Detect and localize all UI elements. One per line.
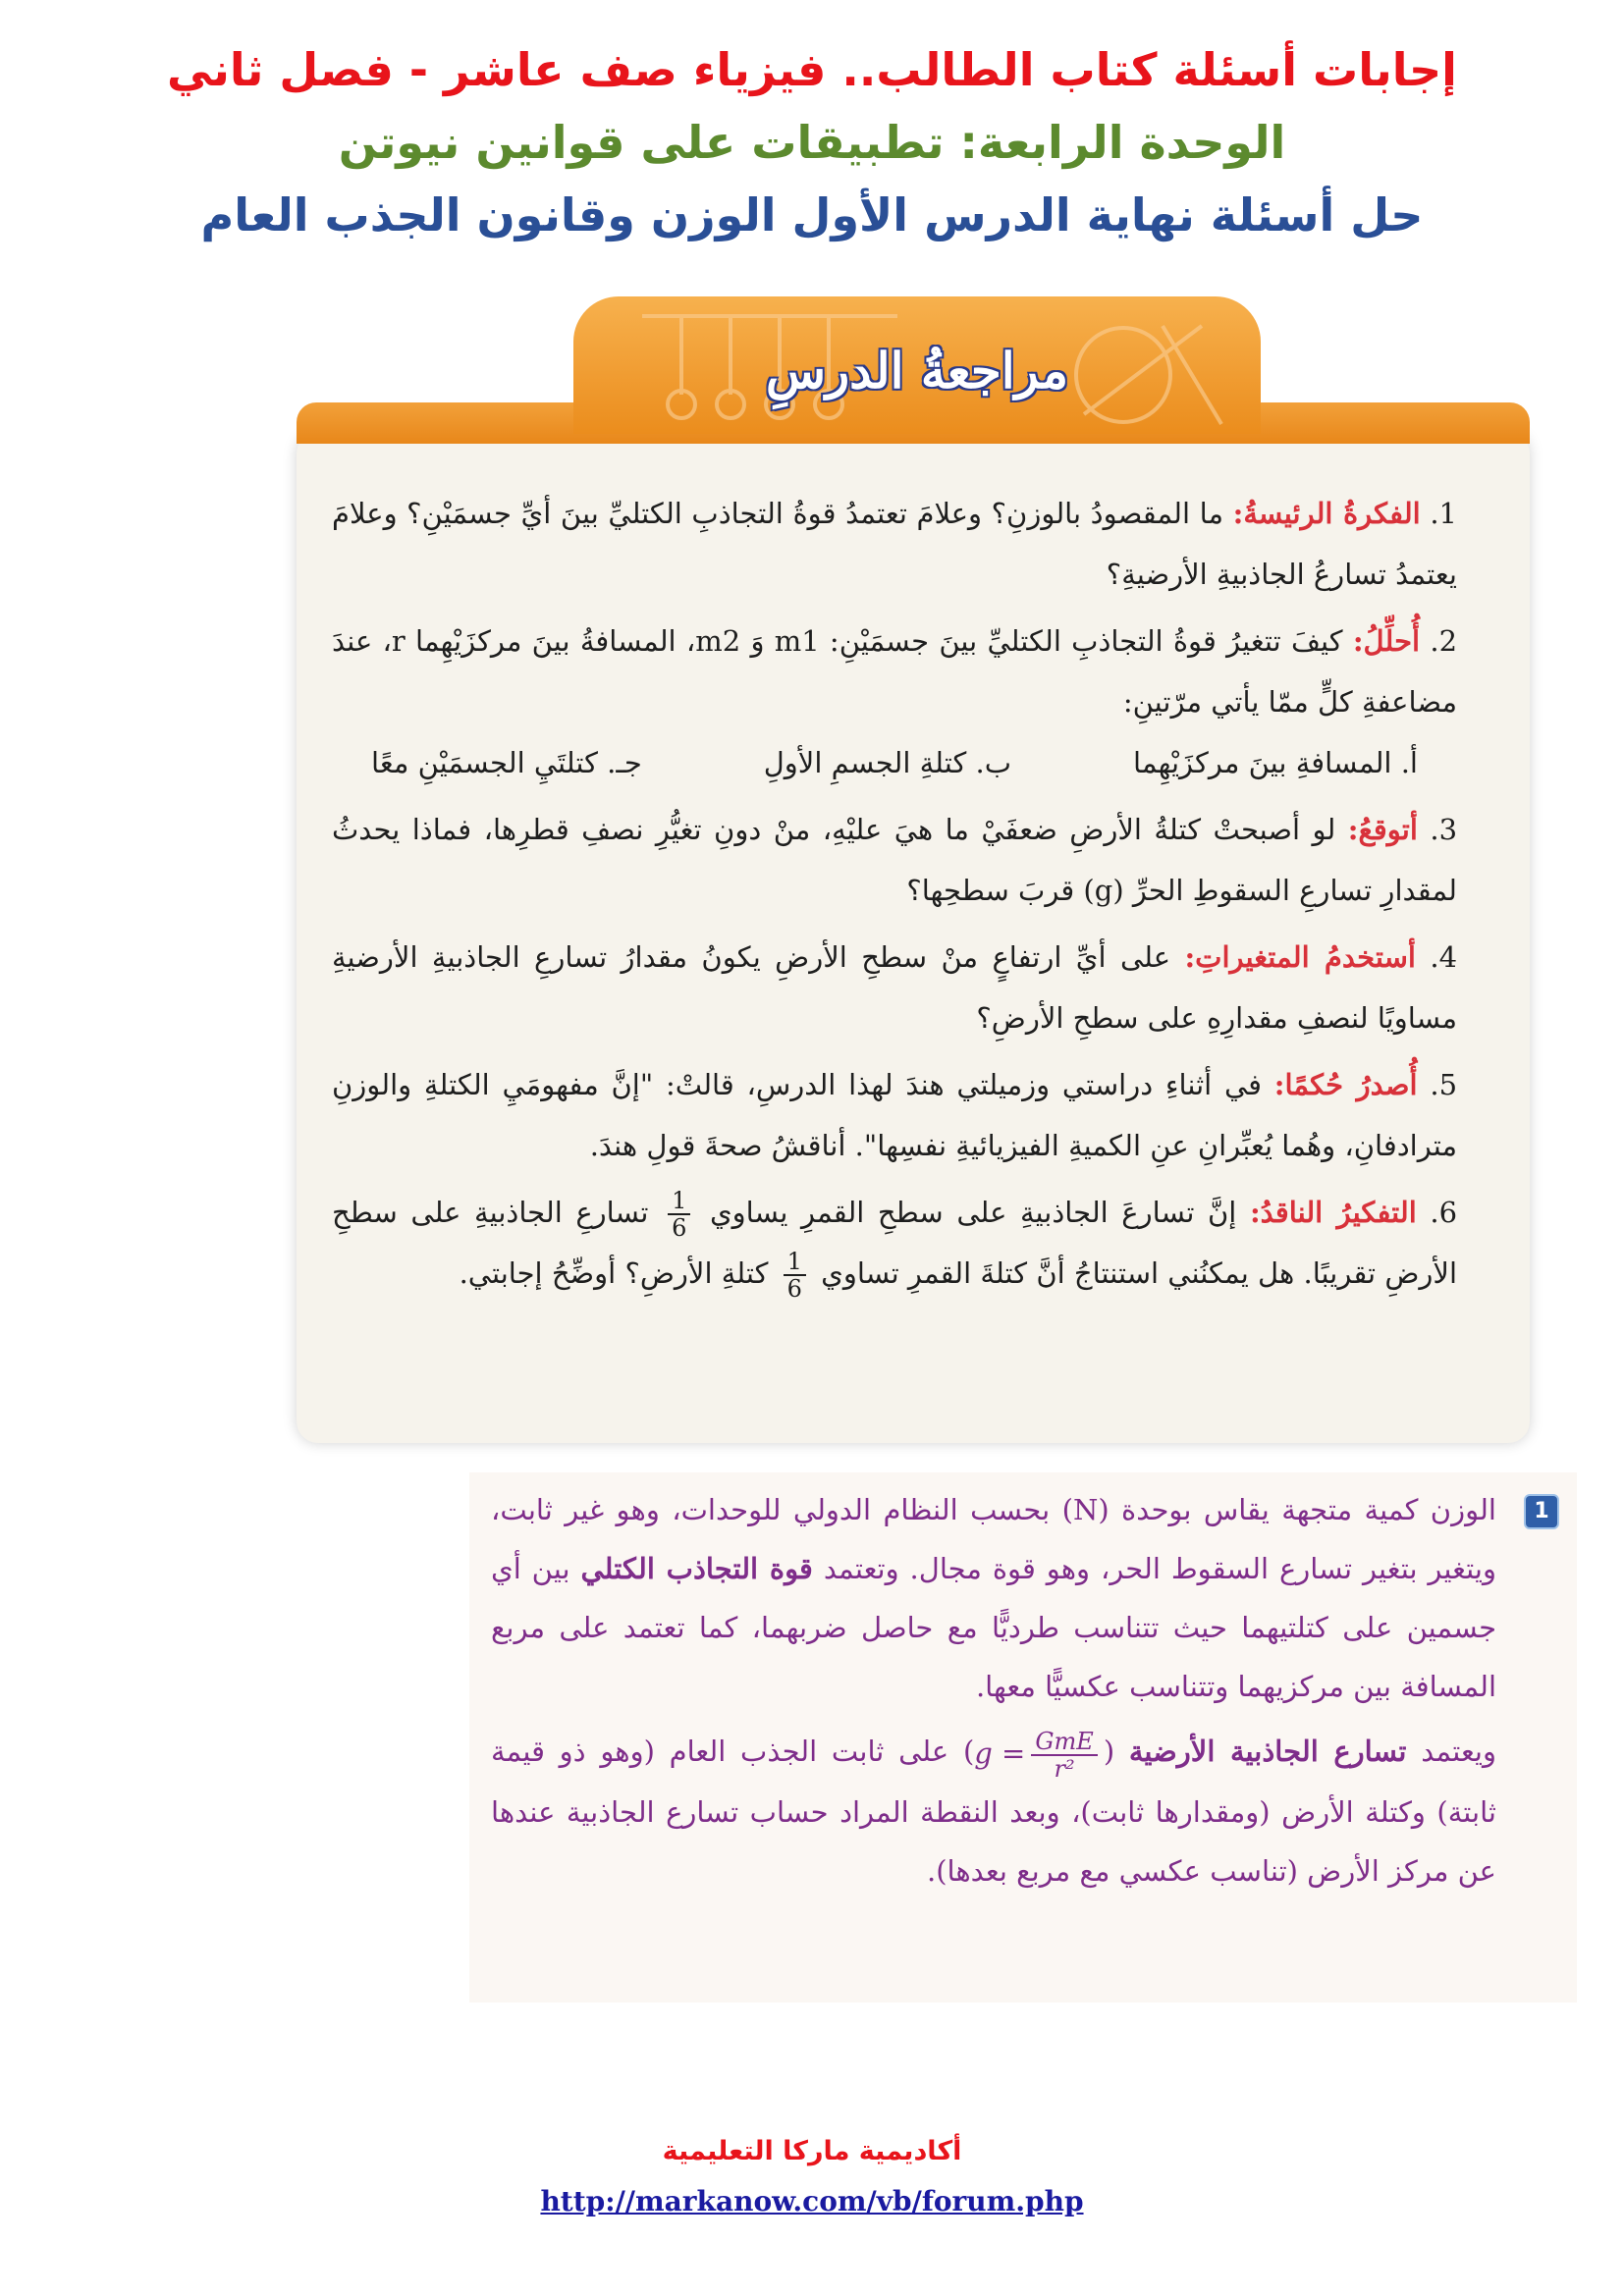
question-number: 2. [1430, 624, 1458, 658]
lesson-title: حل أسئلة نهاية الدرس الأول الوزن وقانون الجذب العام [200, 188, 1424, 241]
answer-text-span: الوزن كمية متجهة يقاس بوحدة (N) بحسب النظام الدولي للوحدات، وهو غير ثابت، ويتغير بتغير تسارع السقوط الحر، وهو قوة مجال. وتعتمد [491, 1493, 1496, 1585]
question-number: 6. [1430, 1196, 1458, 1229]
answer-paragraph-2: ويعتمد تسارع الجاذبية الأرضية (g = $\frac{\text{GmE}}{\text{r²}}$ ) على ثابت الجذب العام (وهو ذو قيمة ثابتة) وكتلة الأرض (ومقدارها ثابت)، وبعد النقطة المراد حساب تسارع الجاذبية عندها عن مركز الأرض (تناسب عكسي مع مربع بعدها). [491, 1722, 1496, 1900]
answer-text-span: بين أي جسمين على كتلتيهما حيث تتناسب طرديًّا مع حاصل ضربهما، كما تعتمد على مربع المسافة بين مركزيهما وتتناسب عكسيًّا معها. [491, 1552, 1496, 1703]
question-5 [332, 1054, 1457, 1176]
question-number: 5. [1430, 1068, 1458, 1101]
question-text: ما المقصودُ بالوزنِ؟ وعلامَ تعتمدُ قوةُ التجاذبِ الكتليِّ بينَ أيِّ جسمَيْنِ؟ وعلامَ يعتمدُ تسارعُ الجاذبيةِ الأرضيةِ؟ [332, 497, 1457, 591]
option-c: جـ. كتلتَيِ الجسمَيْنِ معًا [371, 746, 642, 779]
question-label: أُصدرُ حُكمًا: [1273, 1068, 1418, 1101]
fraction-numerator: 1 [784, 1249, 806, 1276]
answer-number-badge: 1 [1524, 1494, 1559, 1529]
question-number: 4. [1430, 940, 1458, 974]
unit-title: الوحدة الرابعة: تطبيقات على قوانين نيوتن [338, 116, 1286, 169]
review-tab [573, 296, 1261, 434]
answer-bold-term: تسارع الجاذبية الأرضية [1128, 1735, 1407, 1768]
question-options [332, 732, 1457, 793]
question-text: لو أصبحتْ كتلةُ الأرضِ ضعفَيْ ما هيَ عليْهِ، منْ دونِ تغيُّرِ نصفِ قطرِها، فماذا يحدثُ لمقدارِ تسارعِ السقوطِ الحرِّ (g) قربَ سطحِها؟ [332, 813, 1457, 907]
review-title: مراجعةُ الدرسِ [765, 342, 1069, 400]
option-b: ب. كتلةِ الجسمِ الأولِ [763, 746, 1012, 779]
footer-academy-name: أكاديمية ماركا التعليمية [662, 2136, 962, 2166]
fraction-numerator: 1 [668, 1188, 690, 1215]
question-text-part-2: تسارعِ الجاذبيةِ على سطحِ الأرضِ تقريبًا. هل يمكنُني استنتاجُ أنَّ كتلةَ القمرِ تساوي [332, 1196, 1457, 1290]
formula-fraction [1031, 1729, 1097, 1782]
fraction-one-sixth [784, 1249, 806, 1302]
question-text: كيفَ تتغيرُ قوةُ التجاذبِ الكتليِّ بينَ جسمَيْنِ: m1 وَ m2، المسافةُ بينَ مركزَيْهِما r، عندَ مضاعفةِ كلٍّ ممّا يأتي مرّتينِ: [332, 624, 1457, 719]
question-text: في أثناءِ دراستي وزميلتي هندَ لهذا الدرسِ، قالتْ: "إنَّ مفهومَيِ الكتلةِ والوزنِ مترادفانِ، وهُما يُعبِّرانِ عنِ الكميةِ الفيزيائيةِ نفسِها". أناقشُ صحةَ قولِ هندَ. [332, 1068, 1457, 1162]
fraction-denominator: 6 [786, 1275, 802, 1303]
question-text-part-1: إنَّ تسارعَ الجاذبيةِ على سطحِ القمرِ يساوي [709, 1196, 1237, 1229]
answer-bold-term: قوة التجاذب الكتلي [580, 1552, 813, 1585]
question-number: 3. [1430, 813, 1458, 846]
question-text-part-3: كتلةِ الأرضِ؟ أوضِّحُ إجابتي. [459, 1256, 769, 1290]
page-title: إجابات أسئلة كتاب الطالب.. فيزياء صف عاشر - فصل ثاني [167, 43, 1457, 96]
question-6 [332, 1182, 1457, 1304]
formula-numerator: GmE [1031, 1729, 1097, 1756]
footer-link[interactable]: http://markanow.com/vb/forum.php [540, 2185, 1084, 2217]
formula-lhs: g = [974, 1736, 1026, 1770]
answer-text-span: ويعتمد [1421, 1735, 1497, 1768]
question-label: التفكيرُ الناقدُ: [1249, 1196, 1417, 1229]
fraction-one-sixth [668, 1188, 690, 1241]
question-label: أتوقعُ: [1347, 813, 1418, 846]
question-number: 1. [1430, 497, 1457, 530]
question-4 [332, 927, 1457, 1048]
question-text: على أيِّ ارتفاعٍ منْ سطحِ الأرضِ يكونُ مقدارُ تسارعِ الجاذبيةِ الأرضيةِ مساويًا لنصفِ مقدارِهِ على سطحِ الأرضِ؟ [332, 940, 1457, 1035]
option-a: أ. المسافةِ بينَ مركزَيْهِما [1133, 746, 1418, 779]
answer-text [491, 1480, 1496, 1900]
question-label: أستخدمُ المتغيراتِ: [1184, 940, 1416, 974]
question-1 [332, 483, 1457, 605]
answer-text-span: على ثابت الجذب العام (وهو ذو قيمة ثابتة) وكتلة الأرض (ومقدارها ثابت)، وبعد النقطة المراد حساب تسارع الجاذبية عندها عن مركز الأرض (تناسب عكسي مع مربع بعدها). [491, 1735, 1496, 1888]
question-label: أُحلِّلُ: [1352, 624, 1421, 658]
gravity-formula [974, 1724, 1104, 1783]
answer-paragraph-1 [491, 1480, 1496, 1716]
answer-block [469, 1472, 1577, 2002]
question-list [332, 483, 1457, 1309]
question-label: الفكرةُ الرئيسةُ: [1232, 497, 1421, 530]
question-3 [332, 799, 1457, 921]
formula-denominator: r² [1054, 1755, 1075, 1783]
fraction-denominator: 6 [672, 1214, 687, 1242]
question-2 [332, 611, 1457, 793]
